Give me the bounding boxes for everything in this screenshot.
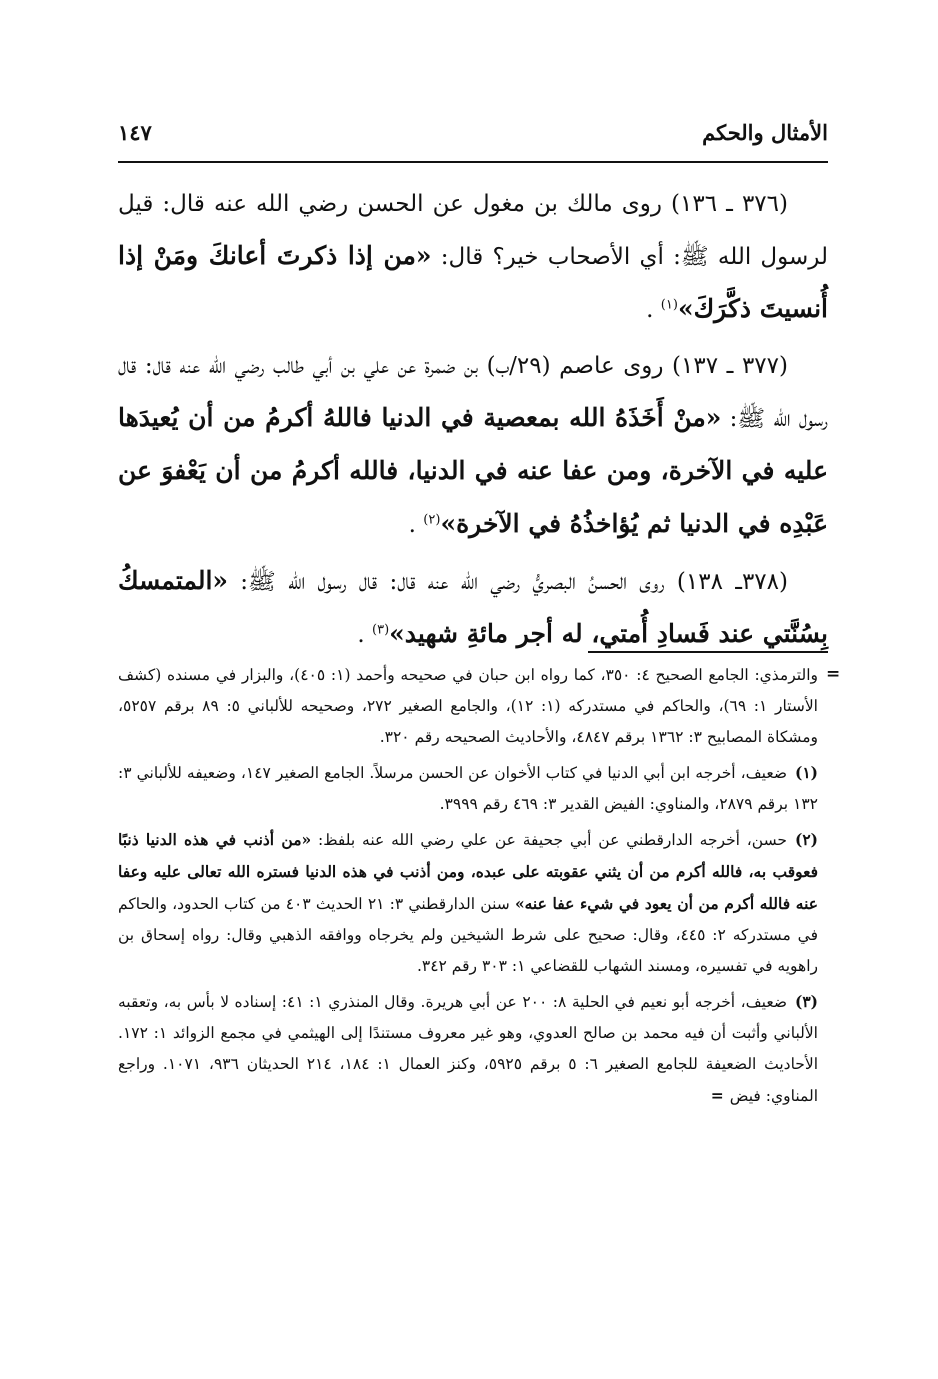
continuation-mark: = [826,664,841,684]
paragraph-text: (٣٧٦ ـ ١٣٦) روى مالك بن مغول عن الحسن رضي الله عنه قال: قيل لرسول الله ﷺ: أي الأصحاب خير؟ قال: [118,191,828,270]
paragraph-end: . [408,512,424,538]
paragraph-text: (٣٧٨ـ ١٣٨) روى الحسنُ البصريُّ رضي الله عنه قال: قال رسول الله ﷺ: [228,569,788,595]
hadith-quote: «من إذا ذكرتَ أعانكَ ومَنْ إذا أُنسيتَ ذكَّرَكَ» [118,241,828,323]
footnote-ref[interactable]: (١) [660,297,678,313]
paragraph-end: . [357,622,373,648]
footnote-ref[interactable]: (٢) [423,512,441,528]
hadith-quote: «منْ أَخَذَهُ الله بمعصية في الدنيا فاللهُ أكرمُ من أن يُعيدَها عليه في الآخرة، ومن عفا عنه في الدنيا، فالله أكرمُ من أن يَعْفوَ عن عَبْدِه في الدنيا ثم يُؤاخذُهُ في الآخرة» [118,403,828,538]
footnotes [118,660,818,1116]
footnote-1 [118,757,818,820]
paragraph-377 [118,340,828,551]
footnote-3 [118,986,818,1112]
footnote-number: (٣) [795,992,819,1011]
footnote-continuation [118,660,818,753]
main-text [118,178,828,665]
footnote-2 [118,824,818,982]
running-header [118,120,828,156]
hadith-quote: «المتمسكُ بِسُنَّتي عند فَسادِ أُمتي، له أجر مائةِ شهيد» [118,566,828,648]
footnote-number: (١) [794,763,818,782]
footnote-text: سنن الدارقطني ٣: ٢١ الحديث ٤٠٣ من كتاب الحدود، والحاكم في مستدركه ٢: ٤٤٥، وقال: صحيح على شرط الشيخين ولم يخرجاه ووافقه الذهبي وقال: رواه إسحاق بن راهويه في تفسيره، ومسند الشهاب للقضاعي ١: ٣٠٣ رقم ٣٤٢. [118,895,818,975]
footnote-text: حسن، أخرجه الدارقطني عن أبي جحيفة عن علي رضي الله عنه بلفظ: [311,831,787,849]
header-title: الأمثال والحكم [702,120,828,145]
page-number: ١٤٧ [118,120,152,145]
paragraph-end: . [646,297,661,323]
footnote-bold-quote: «من أذنب في هذه الدنيا ذنبًا فعوقب به، فالله أكرم من أن يثني عقوبته على عبده، ومن أذنب في هذه الدنيا فستره الله تعالى عليه وعفا عنه فالله أكرم من أن يعود في شيء عفا عنه» [118,830,818,913]
header-rule [118,161,828,163]
footnote-number: (٢) [794,830,818,849]
paragraph-376 [118,178,828,336]
footnote-text: والترمذي: الجامع الصحيح ٤: ٣٥٠، كما رواه ابن حبان في صحيحه وأحمد (١: ٤٠٥)، والبزار في مسنده (كشف الأستار ١: ٦٩)، والحاكم في مستدركه (١: ١٢)، والجامع الصغير ٢٧٢، وصحيحه للألباني ٥: ٨٩ برقم ٥٢٥٧، ومشكاة المصابيح ٣: ١٣٦٢ برقم ٤٨٤٧، والأحاديث الصحيحه رقم ٣٢٠. [118,666,818,746]
paragraph-text: (٣٧٧ ـ ١٣٧) روى عاصم (٢٩/ب) بن ضمرة عن علي بن أبي طالب رضي الله عنه قال: قال رسول الله ﷺ: [118,353,829,432]
footnote-text: ضعيف، أخرجه ابن أبي الدنيا في كتاب الأخوان عن الحسن مرسلاً. الجامع الصغير ١٤٧، وضعيفه للألباني ٣: ١٣٢ برقم ٢٨٧٩، والمناوي: الفيض القدير ٣: ٤٦٩ رقم ٣٩٩٩. [118,764,818,813]
footnote-rule [588,651,828,653]
paragraph-378 [118,555,828,661]
footnote-text: ضعيف، أخرجه أبو نعيم في الحلية ٨: ٢٠٠ عن أبي هريرة. وقال المنذري ١: ٤١: إسناده لا بأس به، وتعقبه الألباني وأثبت أن فيه محمد بن صالح العدوي، وهو غير معروف مستندًا إلى الهيثمي في مجمع الزوائد ١: ١٧٢. الأحاديث الضعيفة للجامع الصغير ٦: ٥ برقم ٥٩٢٥، وكنز العمال ١: ١٨٤، ٢١٤ الحديثان ٩٣٦، ١٠٧١. وراجع المناوي: فيض [118,993,819,1105]
continuation-mark: = [710,1086,724,1105]
footnote-ref[interactable]: (٣) [372,622,390,638]
